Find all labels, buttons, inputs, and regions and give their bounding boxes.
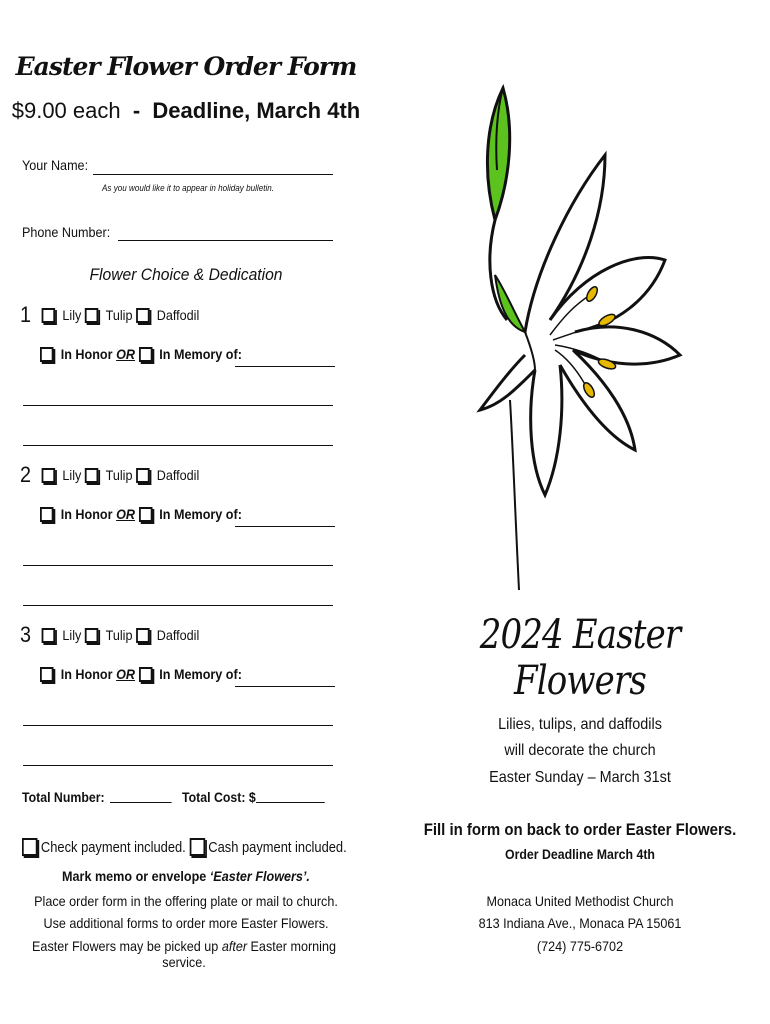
dedication-row-1	[40, 346, 264, 362]
price: $9.00 each	[11, 98, 121, 123]
order-item-2	[20, 462, 219, 488]
lily-checkbox[interactable]	[42, 468, 56, 483]
tulip-checkbox[interactable]	[85, 628, 99, 643]
pickup-text-after: after	[221, 938, 248, 954]
check-payment-checkbox[interactable]	[22, 838, 37, 856]
pickup-text-a: Easter Flowers may be picked up	[32, 938, 222, 954]
check-payment-label: Check payment included.	[40, 838, 186, 856]
instruction-line-2: Use additional forms to order more Easter Flowers.	[43, 915, 329, 931]
flower-choice-row	[20, 622, 199, 648]
description-line-2: will decorate the church	[504, 742, 656, 759]
lily-label: Lily	[62, 627, 82, 643]
or-label: OR	[116, 506, 135, 522]
dedication-field[interactable]	[235, 366, 335, 367]
call-to-action: Fill in form on back to order Easter Flowers.	[423, 820, 737, 839]
dedication-row-3	[40, 666, 264, 682]
in-memory-label: In Memory of:	[159, 346, 242, 362]
total-cost-field[interactable]	[256, 802, 325, 803]
dedication-field[interactable]	[235, 686, 335, 687]
section-title: Flower Choice & Dedication	[89, 265, 283, 284]
instruction-line-1: Place order form in the offering plate or mail to church.	[34, 893, 338, 909]
dedication-line[interactable]	[23, 725, 333, 726]
flower-choice-row	[20, 462, 199, 488]
memo-line	[19, 868, 354, 884]
tulip-label: Tulip	[105, 627, 133, 643]
in-honor-checkbox[interactable]	[40, 347, 54, 362]
in-memory-label: In Memory of:	[159, 506, 242, 522]
order-item-1	[20, 302, 219, 328]
description-line-1: Lilies, tulips, and daffodils	[498, 716, 662, 733]
daffodil-label: Daffodil	[156, 627, 200, 643]
form-title: Easter Flower Order Form	[15, 52, 357, 81]
daffodil-checkbox[interactable]	[136, 468, 150, 483]
totals-row	[22, 789, 324, 805]
dedication-line[interactable]	[23, 565, 333, 566]
in-memory-checkbox[interactable]	[139, 347, 153, 362]
instruction-line-3	[18, 938, 349, 970]
item-number: 2	[20, 462, 32, 487]
order-item-3	[20, 622, 219, 648]
total-cost-label: Total Cost: $	[182, 789, 256, 805]
in-memory-checkbox[interactable]	[139, 507, 153, 522]
name-note: As you would like it to appear in holiday bulletin.	[102, 183, 275, 193]
tulip-checkbox[interactable]	[85, 308, 99, 323]
memo-text: Mark memo or envelope	[62, 868, 210, 884]
order-deadline: Order Deadline March 4th	[505, 846, 655, 862]
total-number-field[interactable]	[110, 802, 172, 803]
dedication-line[interactable]	[23, 765, 333, 766]
memo-emphasis: ‘Easter Flowers’.	[209, 868, 310, 884]
in-honor-label: In Honor	[60, 506, 113, 522]
dedication-field[interactable]	[235, 526, 335, 527]
cash-payment-checkbox[interactable]	[189, 838, 204, 856]
name-field[interactable]	[93, 174, 333, 175]
dedication-line[interactable]	[23, 605, 333, 606]
or-label: OR	[116, 666, 135, 682]
lily-label: Lily	[62, 467, 82, 483]
in-honor-checkbox[interactable]	[40, 667, 54, 682]
in-memory-label: In Memory of:	[159, 666, 242, 682]
in-honor-checkbox[interactable]	[40, 507, 54, 522]
lily-checkbox[interactable]	[42, 308, 56, 323]
daffodil-checkbox[interactable]	[136, 628, 150, 643]
cash-payment-label: Cash payment included.	[208, 838, 347, 856]
or-label: OR	[116, 346, 135, 362]
in-memory-checkbox[interactable]	[139, 667, 153, 682]
church-name: Monaca United Methodist Church	[486, 893, 674, 909]
flower-choice-row	[20, 302, 199, 328]
brochure-title: 2024 Easter Flowers	[479, 612, 681, 704]
daffodil-label: Daffodil	[156, 467, 200, 483]
church-phone: (724) 775-6702	[536, 938, 624, 954]
name-label: Your Name:	[22, 157, 89, 173]
item-number: 3	[20, 622, 32, 647]
payment-row	[22, 838, 347, 856]
phone-field[interactable]	[118, 240, 333, 241]
deadline: Deadline, March 4th	[152, 98, 361, 123]
price-line	[0, 98, 372, 124]
dedication-row-2	[40, 506, 264, 522]
daffodil-checkbox[interactable]	[136, 308, 150, 323]
tulip-label: Tulip	[105, 467, 133, 483]
daffodil-label: Daffodil	[156, 307, 200, 323]
in-honor-label: In Honor	[60, 666, 113, 682]
total-number-label: Total Number:	[22, 789, 105, 805]
phone-label: Phone Number:	[22, 224, 111, 240]
church-address: 813 Indiana Ave., Monaca PA 15061	[478, 915, 682, 931]
lily-label: Lily	[62, 307, 82, 323]
description-line-3: Easter Sunday – March 31st	[489, 769, 671, 786]
dedication-line[interactable]	[23, 405, 333, 406]
tulip-checkbox[interactable]	[85, 468, 99, 483]
item-number: 1	[20, 302, 32, 327]
tulip-label: Tulip	[105, 307, 133, 323]
in-honor-label: In Honor	[60, 346, 113, 362]
lily-illustration	[455, 70, 695, 595]
pickup-text-c: Easter morning service.	[162, 938, 336, 970]
dedication-line[interactable]	[23, 445, 333, 446]
price-dash: -	[132, 98, 141, 123]
lily-checkbox[interactable]	[42, 628, 56, 643]
